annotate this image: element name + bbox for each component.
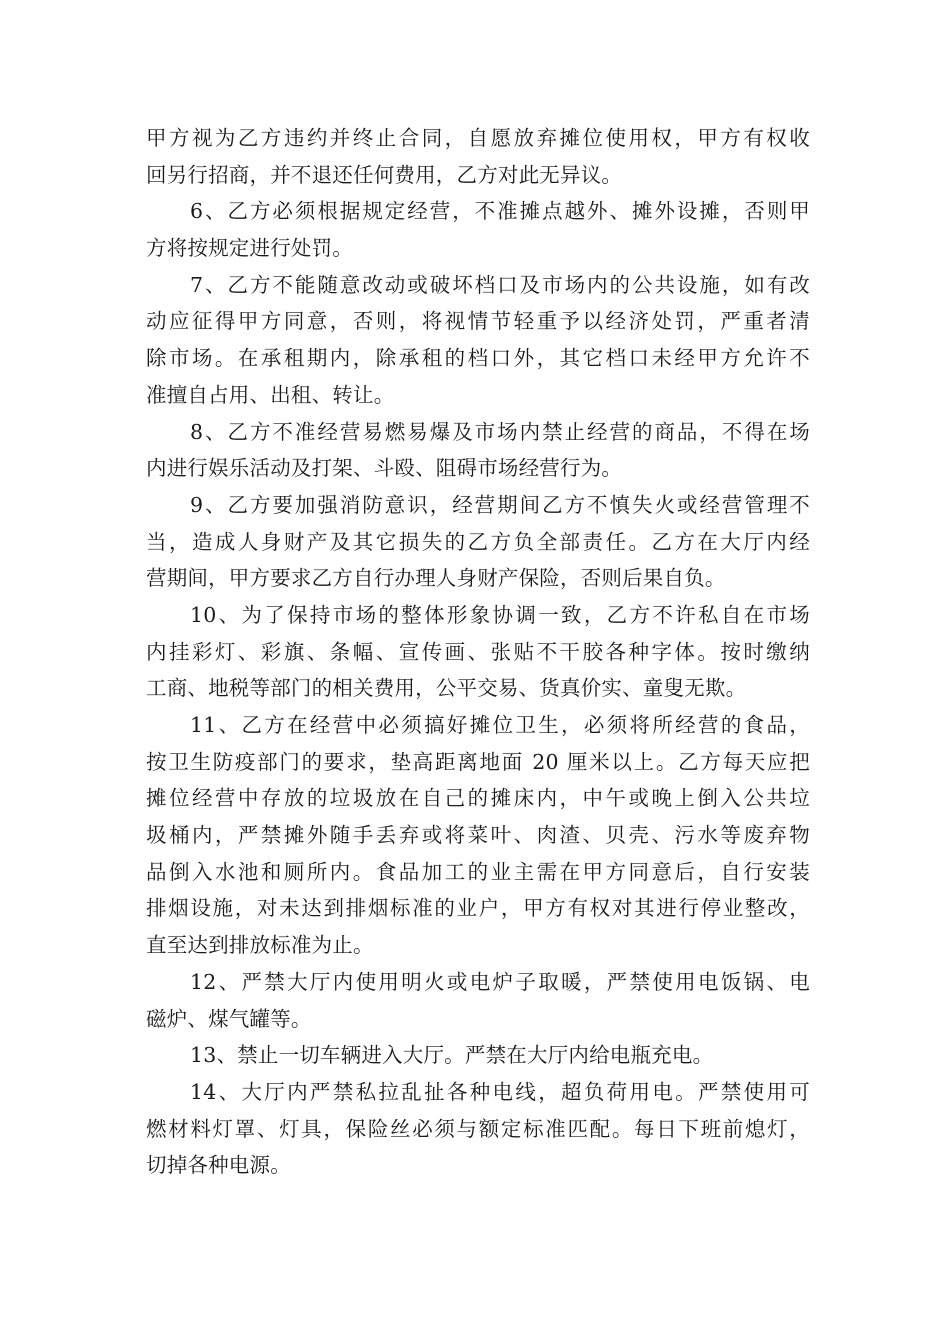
- text-line: 排烟设施，对未达到排烟标准的业户，甲方有权对其进行停业整改，: [146, 896, 810, 921]
- text-line: 摊位经营中存放的垃圾放在自己的摊床内，中午或晚上倒入公共垃: [146, 786, 810, 811]
- text-line: 直至达到排放标准为止。: [146, 933, 374, 958]
- text-line: 8、乙方不准经营易燃易爆及市场内禁止经营的商品，不得在场: [190, 419, 810, 444]
- text-line: 回另行招商，并不退还任何费用，乙方对此无异议。: [146, 162, 623, 187]
- text-line: 圾桶内，严禁摊外随手丢弃或将菜叶、肉渣、贝壳、污水等废弃物: [146, 823, 810, 848]
- text-line: 内进行娱乐活动及打架、斗殴、阻碍市场经营行为。: [146, 456, 623, 481]
- document-body: [146, 120, 810, 1184]
- paragraph-continued-clause: [146, 120, 810, 193]
- text-line: 准擅自占用、出租、转让。: [146, 382, 395, 407]
- text-line: 14、大厅内严禁私拉乱扯各种电线，超负荷用电。严禁使用可: [190, 1079, 810, 1104]
- text-line: 13、禁止一切车辆进入大厅。严禁在大厅内给电瓶充电。: [190, 1043, 714, 1068]
- text-line: 内挂彩灯、彩旗、条幅、宣传画、张贴不干胶各种字体。按时缴纳: [146, 639, 810, 664]
- text-line: 动应征得甲方同意，否则，将视情节轻重予以经济处罚，严重者清: [146, 309, 810, 334]
- text-line: 按卫生防疫部门的要求，垫高距离地面 20 厘米以上。乙方每天应把: [146, 749, 810, 774]
- clause-10: [146, 597, 810, 707]
- text-line: 甲方视为乙方违约并终止合同，自愿放弃摊位使用权，甲方有权收: [146, 126, 810, 150]
- text-line: 营期间，甲方要求乙方自行办理人身财产保险，否则后果自负。: [146, 566, 726, 591]
- text-line: 10、为了保持市场的整体形象协调一致，乙方不许私自在市场: [190, 602, 810, 627]
- clause-11: [146, 707, 810, 964]
- text-line: 除市场。在承租期内，除承租的档口外，其它档口未经甲方允许不: [146, 346, 810, 371]
- clause-8: [146, 414, 810, 487]
- text-line: 当，造成人身财产及其它损失的乙方负全部责任。乙方在大厅内经: [146, 529, 810, 554]
- text-line: 7、乙方不能随意改动或破坏档口及市场内的公共设施，如有改: [190, 272, 810, 297]
- text-line: 切掉各种电源。: [146, 1153, 291, 1178]
- text-line: 11、乙方在经营中必须搞好摊位卫生，必须将所经营的食品，: [190, 713, 810, 737]
- clause-9: [146, 487, 810, 597]
- clause-13: [146, 1037, 810, 1074]
- text-line: 燃材料灯罩、灯具，保险丝必须与额定标准匹配。每日下班前熄灯，: [146, 1116, 810, 1141]
- text-line: 方将按规定进行处罚。: [146, 236, 353, 261]
- clause-12: [146, 964, 810, 1037]
- clause-14: [146, 1074, 810, 1184]
- text-line: 品倒入水池和厕所内。食品加工的业主需在甲方同意后，自行安装: [146, 859, 810, 884]
- clause-7: [146, 267, 810, 414]
- text-line: 工商、地税等部门的相关费用，公平交易、货真价实、童叟无欺。: [146, 676, 747, 701]
- text-line: 12、严禁大厅内使用明火或电炉子取暖，严禁使用电饭锅、电: [190, 969, 810, 994]
- text-line: 6、乙方必须根据规定经营，不准摊点越外、摊外设摊，否则甲: [190, 199, 810, 224]
- clause-6: [146, 193, 810, 266]
- text-line: 9、乙方要加强消防意识，经营期间乙方不慎失火或经营管理不: [190, 492, 810, 517]
- text-line: 磁炉、煤气罐等。: [146, 1006, 312, 1031]
